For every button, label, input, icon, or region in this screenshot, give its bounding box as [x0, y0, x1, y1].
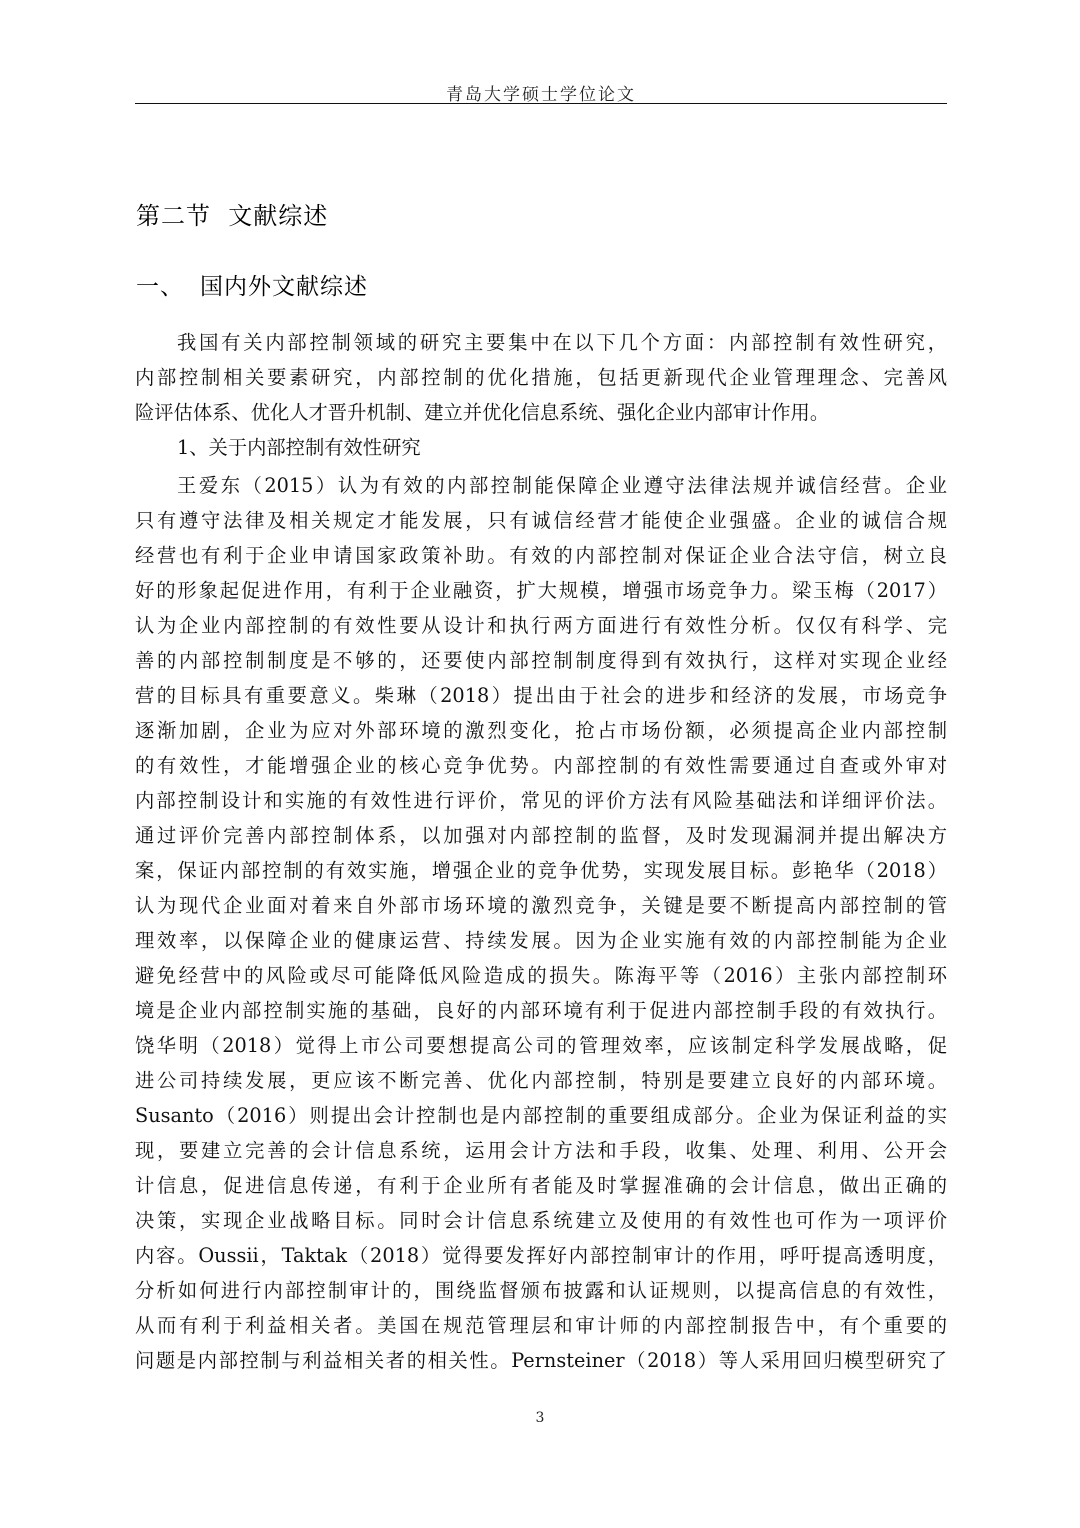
text-line: 好的形象起促进作用，有利于企业融资，扩大规模，增强市场竞争力。梁玉梅（2017） [135, 579, 947, 602]
text-line: 营的目标具有重要意义。柴琳（2018）提出由于社会的进步和经济的发展，市场竞争 [135, 684, 947, 707]
text-line: 通过评价完善内部控制体系，以加强对内部控制的监督，及时发现漏洞并提出解决方 [135, 824, 947, 847]
text-line: 理效率，以保障企业的健康运营、持续发展。因为企业实施有效的内部控制能为企业 [135, 929, 947, 952]
text-line: 计信息，促进信息传递，有利于企业所有者能及时掌握准确的会计信息，做出正确的 [135, 1174, 947, 1197]
text-line: 认为企业内部控制的有效性要从设计和执行两方面进行有效性分析。仅仅有科学、完 [135, 614, 947, 637]
page-header: 青岛大学硕士学位论文 [446, 85, 636, 105]
text-line: 内部控制相关要素研究，内部控制的优化措施，包括更新现代企业管理理念、完善风 [135, 366, 947, 389]
subsection-title [136, 268, 368, 301]
text-line: 现，要建立完善的会计信息系统，运用会计方法和手段，收集、处理、利用、公开会 [135, 1139, 947, 1162]
text-line: 只有遵守法律及相关规定才能发展，只有诚信经营才能使企业强盛。企业的诚信合规 [135, 509, 947, 532]
text-line: 问题是内部控制与利益相关者的相关性。Pernsteiner（2018）等人采用回归模型研究了 [135, 1349, 947, 1372]
text-line: 避免经营中的风险或尽可能降低风险造成的损失。陈海平等（2016）主张内部控制环 [135, 964, 947, 987]
text-line: 善的内部控制制度是不够的，还要使内部控制制度得到有效执行，这样对实现企业经 [135, 649, 947, 672]
text-line: 进公司持续发展，更应该不断完善、优化内部控制，特别是要建立良好的内部环境。 [135, 1069, 947, 1092]
text-line: 内容。Oussii，Taktak（2018）觉得要发挥好内部控制审计的作用，呼吁提高透明度， [135, 1244, 947, 1267]
text-line: 境是企业内部控制实施的基础，良好的内部环境有利于促进内部控制手段的有效执行。 [135, 999, 947, 1022]
text-line: 案，保证内部控制的有效实施，增强企业的竞争优势，实现发展目标。彭艳华（2018） [135, 859, 947, 882]
page-number: 3 [535, 1410, 545, 1426]
text-line: 的有效性，才能增强企业的核心竞争优势。内部控制的有效性需要通过自查或外审对 [135, 754, 947, 777]
text-line: 决策，实现企业战略目标。同时会计信息系统建立及使用的有效性也可作为一项评价 [135, 1209, 947, 1232]
text-line: 险评估体系、优化人才晋升机制、建立并优化信息系统、强化企业内部审计作用。 [135, 401, 830, 424]
text-line: Susanto（2016）则提出会计控制也是内部控制的重要组成部分。企业为保证利益的实 [135, 1104, 947, 1127]
text-line: 1、关于内部控制有效性研究 [177, 436, 421, 459]
text-line: 我国有关内部控制领域的研究主要集中在以下几个方面：内部控制有效性研究， [177, 331, 947, 354]
text-line: 饶华明（2018）觉得上市公司要想提高公司的管理效率，应该制定科学发展战略，促 [135, 1034, 947, 1057]
subsection-number: 一、 [136, 274, 184, 300]
text-line: 认为现代企业面对着来自外部市场环境的激烈竞争，关键是要不断提高内部控制的管 [135, 894, 947, 917]
text-line: 经营也有利于企业申请国家政策补助。有效的内部控制对保证企业合法守信，树立良 [135, 544, 947, 567]
subsection-heading: 国内外文献综述 [200, 274, 368, 300]
section-title: 第二节 文献综述 [136, 202, 329, 230]
text-line: 逐渐加剧，企业为应对外部环境的激烈变化，抢占市场份额，必须提高企业内部控制 [135, 719, 947, 742]
text-line: 王爱东（2015）认为有效的内部控制能保障企业遵守法律法规并诚信经营。企业 [177, 474, 947, 497]
text-line: 分析如何进行内部控制审计的，围绕监督颁布披露和认证规则，以提高信息的有效性， [135, 1279, 947, 1302]
header-rule [135, 103, 947, 104]
text-line: 从而有利于利益相关者。美国在规范管理层和审计师的内部控制报告中，有个重要的 [135, 1314, 947, 1337]
text-line: 内部控制设计和实施的有效性进行评价，常见的评价方法有风险基础法和详细评价法。 [135, 789, 947, 812]
